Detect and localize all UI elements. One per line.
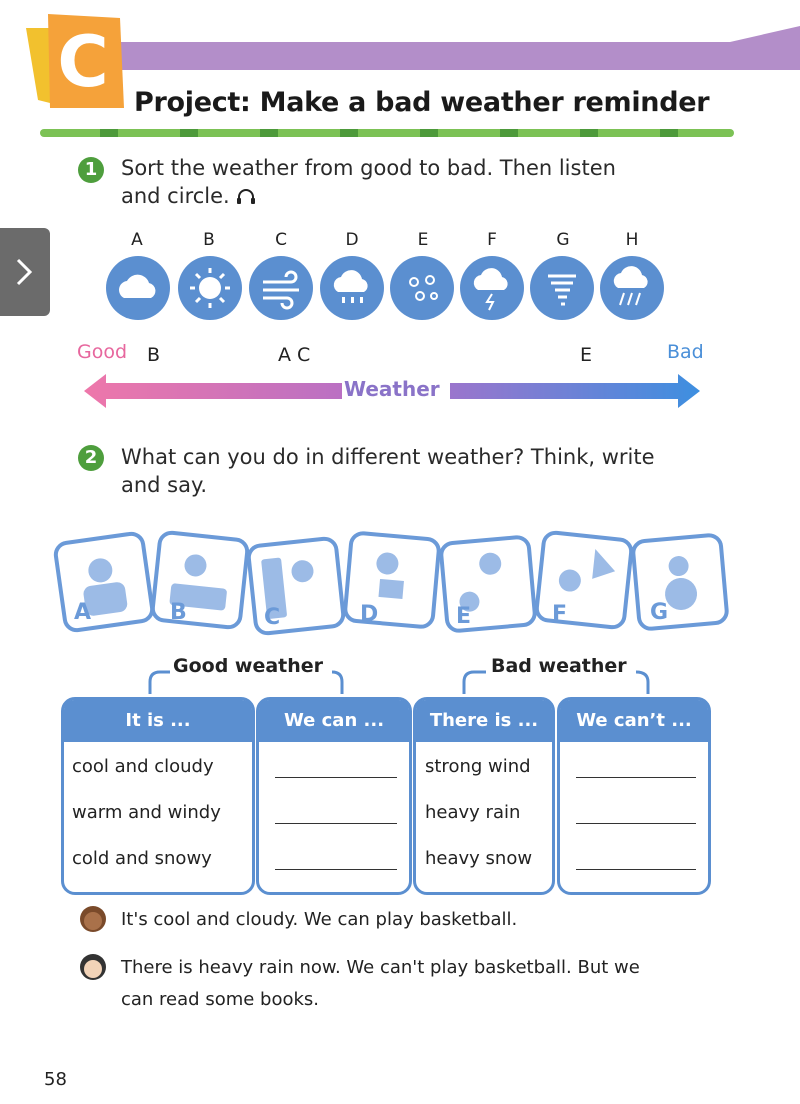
activity-photo-e[interactable] xyxy=(438,534,538,634)
weather-letter: E xyxy=(417,230,429,250)
scale-answer-mark: A C xyxy=(278,344,311,366)
activity-photo-b[interactable] xyxy=(149,529,250,630)
weather-letter: A xyxy=(131,230,143,250)
there-is-item: strong wind xyxy=(425,756,531,777)
photo-letter: D xyxy=(360,602,379,627)
it-is-item: cool and cloudy xyxy=(72,756,214,777)
bad-label: Bad xyxy=(667,341,704,363)
activity-photo-d[interactable] xyxy=(342,530,442,630)
it-is-item: warm and windy xyxy=(72,802,221,823)
exercise-number-1: 1 xyxy=(78,157,104,183)
title-underline xyxy=(40,129,734,137)
there-is-item: heavy snow xyxy=(425,848,533,869)
tornado-icon[interactable] xyxy=(530,256,594,320)
dialogue-line-1: It's cool and cloudy. We can play basketball. xyxy=(121,909,518,930)
exercise-2-instruction: What can you do in different weather? Think, write and say. xyxy=(121,445,655,497)
there-is-header: There is ... xyxy=(416,700,552,742)
page-number: 58 xyxy=(44,1069,67,1090)
good-weather-brace xyxy=(140,660,350,696)
we-cant-header: We can’t ... xyxy=(560,700,708,742)
good-weather-heading: Good weather xyxy=(173,655,324,677)
answer-blank[interactable] xyxy=(275,777,397,778)
we-can-column xyxy=(256,697,412,895)
answer-blank[interactable] xyxy=(576,823,696,824)
activity-photo-a[interactable] xyxy=(52,530,156,634)
bad-weather-heading: Bad weather xyxy=(491,655,627,677)
answer-blank[interactable] xyxy=(275,869,397,870)
activity-photo-g[interactable] xyxy=(630,532,730,632)
it-is-header: It is ... xyxy=(64,700,252,742)
there-is-item: heavy rain xyxy=(425,802,521,823)
it-is-item: cold and snowy xyxy=(72,848,212,869)
page-title: Project: Make a bad weather reminder xyxy=(134,87,710,118)
boy-avatar-icon xyxy=(80,906,106,932)
header-band-tip xyxy=(730,26,800,76)
weather-letter: B xyxy=(203,230,215,250)
badge-letter: C xyxy=(57,21,109,103)
rain-icon[interactable] xyxy=(320,256,384,320)
activity-photo-c[interactable] xyxy=(245,535,346,636)
weather-letter: G xyxy=(556,230,570,250)
it-is-column xyxy=(61,697,255,895)
photo-letter: A xyxy=(74,600,92,625)
we-can-header: We can ... xyxy=(259,700,409,742)
cloud-icon[interactable] xyxy=(106,256,170,320)
previous-page-tab[interactable] xyxy=(0,228,50,316)
heavy-rain-icon[interactable] xyxy=(600,256,664,320)
activity-photo-f[interactable] xyxy=(533,529,634,630)
bad-weather-brace xyxy=(456,660,666,696)
scale-answer-mark: B xyxy=(147,344,161,366)
weather-letter: D xyxy=(345,230,359,250)
snow-icon[interactable] xyxy=(390,256,454,320)
exercise-1-instruction: Sort the weather from good to bad. Then listen and circle. xyxy=(121,156,616,208)
photo-letter: E xyxy=(456,604,472,629)
boy-avatar-icon xyxy=(80,954,106,980)
photo-letter: G xyxy=(650,600,669,625)
dialogue-line-2: There is heavy rain now. We can't play basketball. But we can read some books. xyxy=(121,957,640,1010)
weather-letter: H xyxy=(625,230,639,250)
exercise-number-2: 2 xyxy=(78,445,104,471)
weather-letter: C xyxy=(275,230,287,250)
sun-icon[interactable] xyxy=(178,256,242,320)
there-is-column xyxy=(413,697,555,895)
chevron-right-icon xyxy=(0,228,50,316)
weather-axis-label: Weather xyxy=(344,377,440,401)
answer-blank[interactable] xyxy=(576,777,696,778)
answer-blank[interactable] xyxy=(576,869,696,870)
scale-answer-mark: E xyxy=(580,344,593,366)
wind-icon[interactable] xyxy=(249,256,313,320)
answer-blank[interactable] xyxy=(275,823,397,824)
headphones-icon[interactable] xyxy=(236,187,256,205)
header-band xyxy=(118,42,800,70)
we-cant-column xyxy=(557,697,711,895)
good-label: Good xyxy=(77,341,128,363)
photo-letter: C xyxy=(264,605,281,630)
thunderstorm-icon[interactable] xyxy=(460,256,524,320)
photo-letter: B xyxy=(170,600,187,625)
photo-letter: F xyxy=(552,602,568,627)
weather-letter: F xyxy=(487,230,497,250)
